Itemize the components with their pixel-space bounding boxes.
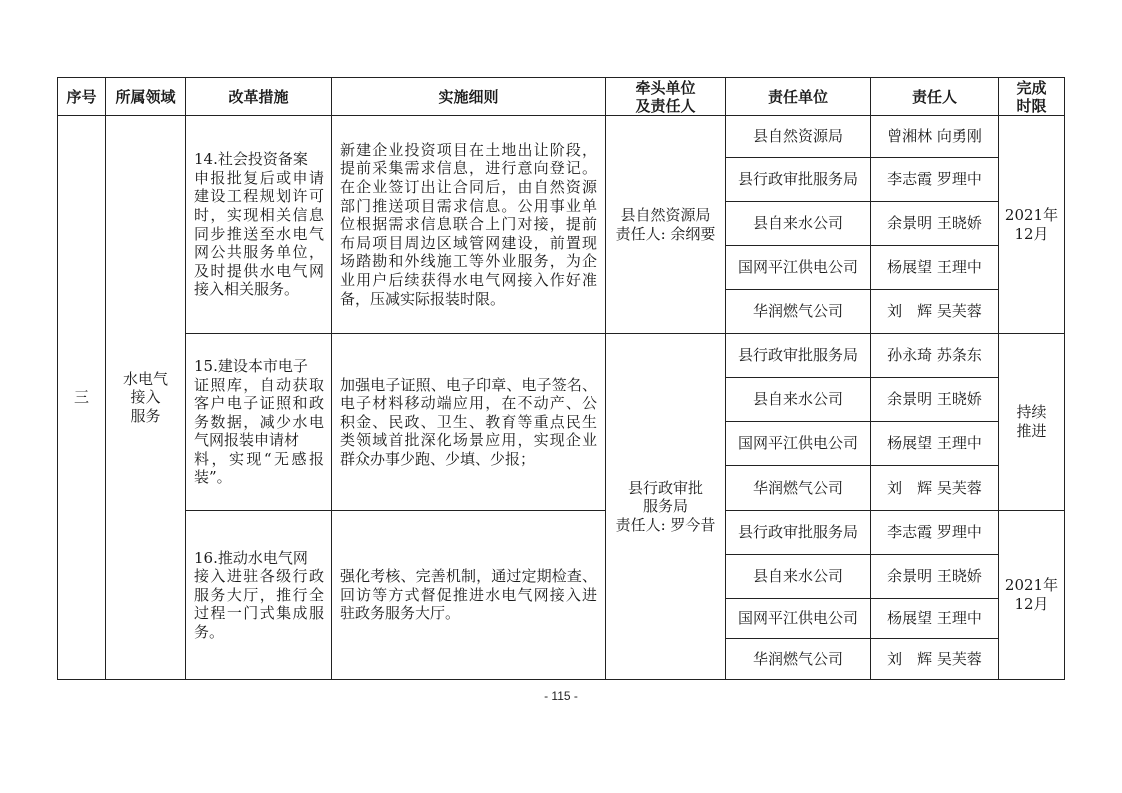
lead-line: 责任人: 罗今昔 [615, 515, 716, 534]
detail-line: 提前采集需求信息，进行意向登记。 [340, 159, 597, 178]
reform-task-table [57, 77, 1065, 680]
measure-line: 客户电子证照和政 [194, 394, 324, 413]
header-deadline-line: 完成 [1016, 78, 1047, 97]
responsible-person: 杨展望 王理中 [871, 246, 999, 290]
detail-line: 在企业签订出让合同后，由自然资源 [340, 178, 597, 197]
responsible-unit: 县自来水公司 [726, 555, 871, 599]
header-detail: 实施细则 [332, 78, 606, 116]
header-deadline [999, 78, 1065, 116]
detail-line: 驻政务服务大厅。 [340, 604, 461, 623]
deadline-16 [999, 511, 1065, 680]
deadline-line: 12月 [1014, 224, 1049, 243]
table-row [58, 334, 1065, 378]
domain-line: 接入 [130, 388, 161, 407]
measure-line: 务数据，减少水电 [194, 412, 324, 431]
measure-line: 及时提供水电气网 [194, 261, 324, 280]
measure-16 [186, 511, 332, 680]
table-header-row [58, 78, 1065, 116]
responsible-unit: 华润燃气公司 [726, 290, 871, 334]
table-row [58, 511, 1065, 555]
lead-line: 服务局 [642, 497, 688, 516]
measure-line: 证照库，自动获取 [194, 375, 324, 394]
detail-line: 新建企业投资项目在土地出让阶段， [340, 140, 597, 159]
measure-line: 网公共服务单位， [194, 243, 324, 262]
responsible-unit: 华润燃气公司 [726, 639, 871, 680]
responsible-person: 余景明 王晓娇 [871, 378, 999, 422]
responsible-person: 刘 辉 吴芙蓉 [871, 290, 999, 334]
detail-line: 位根据需求信息联合上门对接，提前 [340, 215, 597, 234]
detail-line: 回访等方式督促推进水电气网接入进 [340, 585, 597, 604]
responsible-unit: 县自然资源局 [726, 116, 871, 158]
measure-14 [186, 116, 332, 334]
detail-line: 强化考核、完善机制，通过定期检查、 [340, 567, 597, 586]
domain-line: 服务 [130, 406, 161, 425]
responsible-person: 杨展望 王理中 [871, 422, 999, 466]
measure-line: 14.社会投资备案 [194, 150, 308, 169]
responsible-unit: 国网平江供电公司 [726, 246, 871, 290]
deadline-line: 12月 [1014, 595, 1049, 613]
responsible-person: 李志霞 罗理中 [871, 158, 999, 202]
responsible-person: 曾湘林 向勇刚 [871, 116, 999, 158]
lead-line: 县自然资源局 [620, 205, 711, 224]
table-row [58, 116, 1065, 158]
responsible-person: 余景明 王晓娇 [871, 202, 999, 246]
detail-line: 部门推送项目需求信息。公用事业单 [340, 196, 597, 215]
measure-line: 15.建设本市电子 [194, 356, 308, 375]
measure-line: 装”。 [194, 468, 232, 487]
detail-14 [332, 116, 606, 334]
deadline-line: 2021年 [1004, 205, 1059, 224]
measure-line: 过程一门式集成服 [194, 604, 324, 623]
measure-line: 建设工程规划许可 [194, 187, 324, 206]
detail-line: 备，压减实际报装时限。 [340, 289, 506, 308]
header-seq: 序号 [58, 78, 106, 116]
responsible-unit: 县自来水公司 [726, 202, 871, 246]
measure-line: 料，实现“无感报 [194, 449, 324, 468]
header-lead-line: 牵头单位 [635, 78, 696, 97]
measure-line: 时，实现相关信息 [194, 205, 324, 224]
responsible-unit: 县自来水公司 [726, 378, 871, 422]
detail-15 [332, 334, 606, 511]
deadline-line: 持续 [1016, 403, 1047, 422]
detail-line: 积金、民政、卫生、教育等重点民生 [340, 412, 597, 431]
header-measure: 改革措施 [186, 78, 332, 116]
measure-line: 服务大厅，推行全 [194, 585, 324, 604]
measure-line: 务。 [194, 622, 225, 641]
lead-line: 县行政审批 [627, 478, 703, 497]
responsible-unit: 县行政审批服务局 [726, 334, 871, 378]
measure-line: 接入进驻各级行政 [194, 567, 324, 586]
deadline-line: 推进 [1016, 422, 1047, 440]
measure-15 [186, 334, 332, 511]
responsible-person: 杨展望 王理中 [871, 599, 999, 639]
responsible-unit: 县行政审批服务局 [726, 511, 871, 555]
domain-line: 水电气 [122, 369, 168, 388]
responsible-unit: 华润燃气公司 [726, 466, 871, 511]
measure-line: 同步推送至水电气 [194, 224, 324, 243]
detail-line: 类领域首批深化场景应用，实现企业 [340, 431, 597, 450]
responsible-person: 刘 辉 吴芙蓉 [871, 639, 999, 680]
detail-line: 群众办事少跑、少填、少报； [340, 449, 536, 468]
lead-unit-14 [606, 116, 726, 334]
detail-16 [332, 511, 606, 680]
header-deadline-line: 时限 [1016, 96, 1047, 115]
detail-line: 业用户后续获得水电气网接入作好准 [340, 270, 597, 289]
deadline-14 [999, 116, 1065, 334]
deadline-line: 2021年 [1004, 576, 1059, 595]
responsible-unit: 县行政审批服务局 [726, 158, 871, 202]
measure-line: 接入相关服务。 [194, 280, 300, 299]
measure-line: 16.推动水电气网 [194, 548, 308, 567]
responsible-person: 孙永琦 苏条东 [871, 334, 999, 378]
header-responsible-unit: 责任单位 [726, 78, 871, 116]
section-seq: 三 [58, 116, 106, 680]
detail-line: 布局项目周边区域管网建设，前置现 [340, 233, 597, 252]
responsible-unit: 国网平江供电公司 [726, 599, 871, 639]
header-domain: 所属领域 [106, 78, 186, 116]
responsible-person: 李志霞 罗理中 [871, 511, 999, 555]
responsible-person: 刘 辉 吴芙蓉 [871, 466, 999, 511]
lead-unit-15-16 [606, 334, 726, 680]
header-lead-unit [606, 78, 726, 116]
deadline-15 [999, 334, 1065, 511]
lead-line: 责任人: 余纲要 [615, 224, 716, 243]
header-responsible-person: 责任人 [871, 78, 999, 116]
header-lead-line: 及责任人 [635, 96, 696, 115]
detail-line: 电子材料移动端应用，在不动产、公 [340, 394, 597, 413]
section-domain [106, 116, 186, 680]
page-number: - 115 - [544, 689, 578, 703]
responsible-person: 余景明 王晓娇 [871, 555, 999, 599]
responsible-unit: 国网平江供电公司 [726, 422, 871, 466]
detail-line: 场踏勘和外线施工等外业服务，为企 [340, 252, 597, 271]
measure-line: 申报批复后或申请 [194, 168, 324, 187]
detail-line: 加强电子证照、电子印章、电子签名、 [340, 375, 597, 394]
measure-line: 气网报装申请材 [194, 431, 300, 450]
